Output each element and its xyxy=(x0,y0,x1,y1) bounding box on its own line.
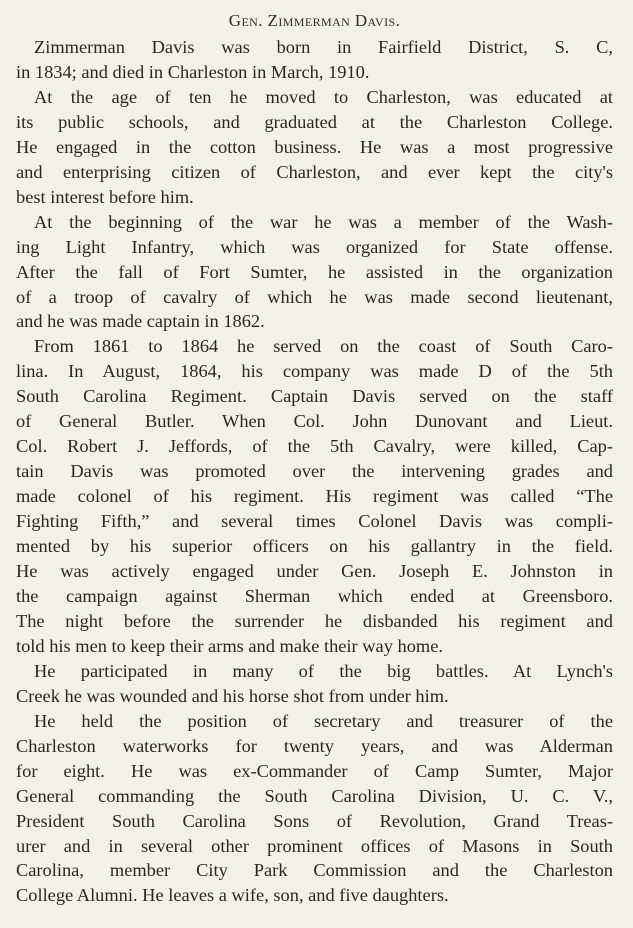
text-line: South Carolina Regiment. Captain Davis served on the staff xyxy=(16,386,613,407)
text-line: for eight. He was ex-Commander of Camp Sumter, Major xyxy=(16,760,613,781)
paragraph xyxy=(16,334,613,658)
paragraph xyxy=(16,35,613,85)
text-line: and he was made captain in 1862. xyxy=(16,311,265,332)
text-line: its public schools, and graduated at the Charleston College. xyxy=(16,111,613,132)
text-line: tain Davis was promoted over the intervening grades and xyxy=(16,461,613,482)
text-line: lina. In August, 1864, his company was made D of the 5th xyxy=(16,361,613,382)
text-line: mented by his superior officers on his gallantry in the field. xyxy=(16,536,613,557)
text-line: best interest before him. xyxy=(16,186,194,207)
text-line: College Alumni. He leaves a wife, son, and five daughters. xyxy=(16,885,449,906)
document-page xyxy=(16,8,613,908)
text-line: After the fall of Fort Sumter, he assisted in the organization xyxy=(16,261,613,282)
text-line: From 1861 to 1864 he served on the coast of South Caro- xyxy=(34,336,613,357)
text-line: Fighting Fifth,” and several times Colonel Davis was compli- xyxy=(16,511,613,532)
page-title: Gen. Zimmerman Davis. xyxy=(228,11,401,30)
text-line: ing Light Infantry, which was organized for State offense. xyxy=(16,236,613,257)
text-line: Carolina, member City Park Commission and the Charleston xyxy=(16,860,613,881)
text-line: He participated in many of the big battles. At Lynch's xyxy=(34,660,613,681)
text-line: made colonel of his regiment. His regiment was called “The xyxy=(16,486,613,507)
text-line: President South Carolina Sons of Revolution, Grand Treas- xyxy=(16,810,613,831)
text-line: the campaign against Sherman which ended at Greensboro. xyxy=(16,585,613,606)
text-line: Zimmerman Davis was born in Fairfield District, S. C, xyxy=(34,37,613,57)
paragraph xyxy=(16,85,613,210)
paragraph xyxy=(16,210,613,335)
text-line: Charleston waterworks for twenty years, and was Alderman xyxy=(16,735,613,756)
text-line: At the beginning of the war he was a member of the Wash- xyxy=(34,211,613,232)
paragraph xyxy=(16,709,613,909)
text-line: told his men to keep their arms and make their way home. xyxy=(16,635,443,656)
text-line: Creek he was wounded and his horse shot from under him. xyxy=(16,685,449,706)
body-text xyxy=(16,35,613,908)
text-line: in 1834; and died in Charleston in March, 1910. xyxy=(16,61,370,82)
text-line: Col. Robert J. Jeffords, of the 5th Cavalry, were killed, Cap- xyxy=(16,436,613,457)
text-line: He engaged in the cotton business. He was a most progressive xyxy=(16,136,613,157)
paragraph xyxy=(16,659,613,709)
text-line: of a troop of cavalry of which he was made second lieutenant, xyxy=(16,286,613,307)
text-line: urer and in several other prominent offices of Masons in South xyxy=(16,835,613,856)
text-line: General commanding the South Carolina Division, U. C. V., xyxy=(16,785,613,806)
text-line: He held the position of secretary and treasurer of the xyxy=(34,710,613,731)
text-line: At the age of ten he moved to Charleston, was educated at xyxy=(34,86,613,107)
text-line: The night before the surrender he disbanded his regiment and xyxy=(16,610,613,631)
text-line: of General Butler. When Col. John Dunovant and Lieut. xyxy=(16,411,613,432)
text-line: and enterprising citizen of Charleston, and ever kept the city's xyxy=(16,161,613,182)
text-line: He was actively engaged under Gen. Joseph E. Johnston in xyxy=(16,561,613,582)
